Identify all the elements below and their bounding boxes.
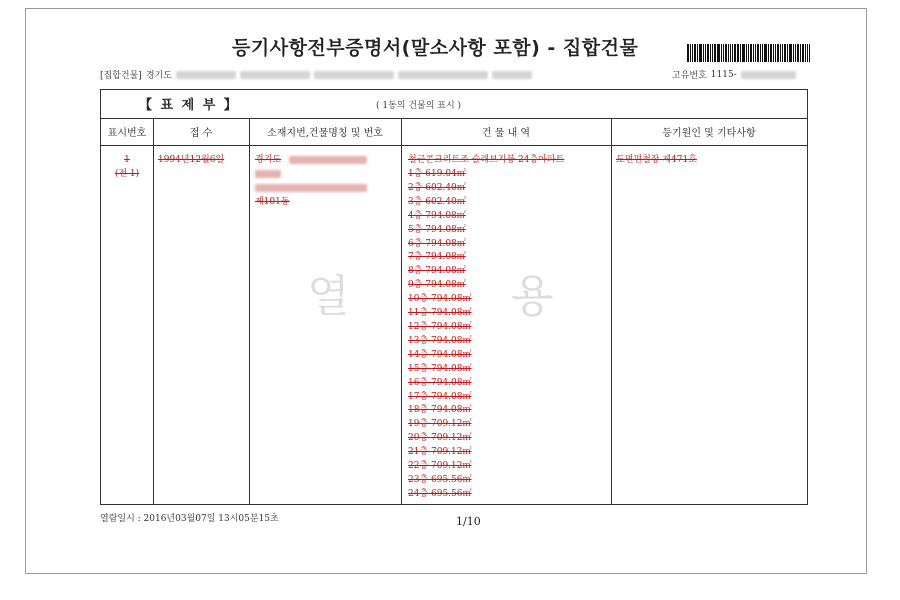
column-header-building-details: 건 물 내 역 [481, 128, 531, 139]
floor-area-item: 3층 602.40㎡ [408, 196, 466, 207]
redacted-address [314, 71, 394, 79]
column-header-row [101, 118, 807, 146]
floor-area-item: 24층 695.56㎡ [408, 488, 472, 499]
column-header-number: 표시번호 [107, 128, 147, 139]
unique-number-value: 1115- [710, 69, 737, 80]
region-label: 경기도 [145, 71, 172, 81]
building-type-label: [집합건물] [100, 71, 142, 81]
redacted-location [255, 184, 367, 192]
redacted-location [255, 170, 281, 178]
floor-area-item: 18층 794.08㎡ [408, 405, 472, 416]
entry-receipt-date: 1994년12월6일 [158, 155, 225, 165]
floor-area-item: 21층 709.12㎡ [408, 447, 472, 458]
section-header [101, 90, 807, 119]
floor-area-item: 13층 794.08㎡ [408, 335, 472, 346]
column-divider [153, 118, 154, 504]
redacted-location [289, 156, 367, 164]
register-table [100, 89, 808, 505]
entry-number: 1 [124, 155, 130, 165]
floor-area-item: 10층 794.08㎡ [408, 294, 472, 305]
floor-area-item: 17층 794.08㎡ [408, 391, 472, 402]
floor-area-item: 5층 794.08㎡ [408, 224, 466, 235]
unique-number-meta [672, 68, 796, 81]
column-header-remarks: 등기원인 및 기타사항 [662, 128, 756, 139]
floor-area-item: 7층 794.08㎡ [408, 252, 466, 263]
floor-area-item: 4층 794.08㎡ [408, 210, 466, 221]
document-title: 등기사항전부증명서(말소사항 포함) - 집합건물 [232, 37, 639, 59]
section-title: 【 표 제 부 】 [139, 98, 239, 113]
watermark-char: 열 [307, 271, 350, 322]
floor-area-item: 23층 695.56㎡ [408, 474, 472, 485]
barcode-icon [687, 44, 833, 62]
floor-area-item: 11층 794.08㎡ [408, 308, 472, 319]
unique-number-label: 고유번호 [672, 71, 707, 81]
view-timestamp: 열람일시 : 2016년03월07일 13시05분15초 [100, 514, 279, 524]
floor-area-item: 14층 794.08㎡ [408, 349, 472, 360]
column-divider [401, 118, 402, 504]
floor-area-list [408, 168, 472, 502]
entry-building-number: 제101동 [255, 197, 290, 207]
floor-area-item: 12층 794.08㎡ [408, 321, 472, 332]
entry-remarks: 도면편철장 제471호 [616, 155, 697, 165]
floor-area-item: 6층 794.08㎡ [408, 238, 466, 249]
page-number: 1/10 [456, 515, 481, 528]
section-subtitle: ( 1동의 건물의 표시 ) [376, 101, 462, 111]
entry-location-prefix: 경기도 [255, 155, 282, 165]
floor-area-item: 16층 794.08㎡ [408, 377, 472, 388]
watermark-char: 용 [511, 271, 554, 322]
floor-area-item: 19층 709.12㎡ [408, 419, 472, 430]
redacted-address [240, 71, 310, 79]
redacted-address [176, 71, 236, 79]
floor-area-item: 20층 709.12㎡ [408, 433, 472, 444]
floor-area-item: 9층 794.08㎡ [408, 280, 466, 291]
column-header-location: 소재지번,건물명칭 및 번호 [267, 128, 383, 139]
column-divider [611, 118, 612, 504]
redacted-address [398, 71, 488, 79]
floor-area-item: 1층 619.04㎡ [408, 169, 466, 179]
redacted-unique-number [741, 71, 796, 79]
floor-area-item: 8층 794.08㎡ [408, 266, 466, 277]
column-header-receipt: 접 수 [189, 128, 213, 139]
building-type-meta [100, 68, 532, 81]
floor-area-item: 15층 794.08㎡ [408, 363, 472, 374]
redacted-address [492, 71, 532, 79]
floor-area-item: 2층 602.40㎡ [408, 182, 466, 193]
entry-structure: 철근콘크리트조 슬래브지붕 24층아파트 [408, 155, 565, 165]
floor-area-item: 22층 709.12㎡ [408, 461, 472, 472]
column-divider [249, 118, 250, 504]
entry-number-note: (전 1) [114, 169, 140, 179]
